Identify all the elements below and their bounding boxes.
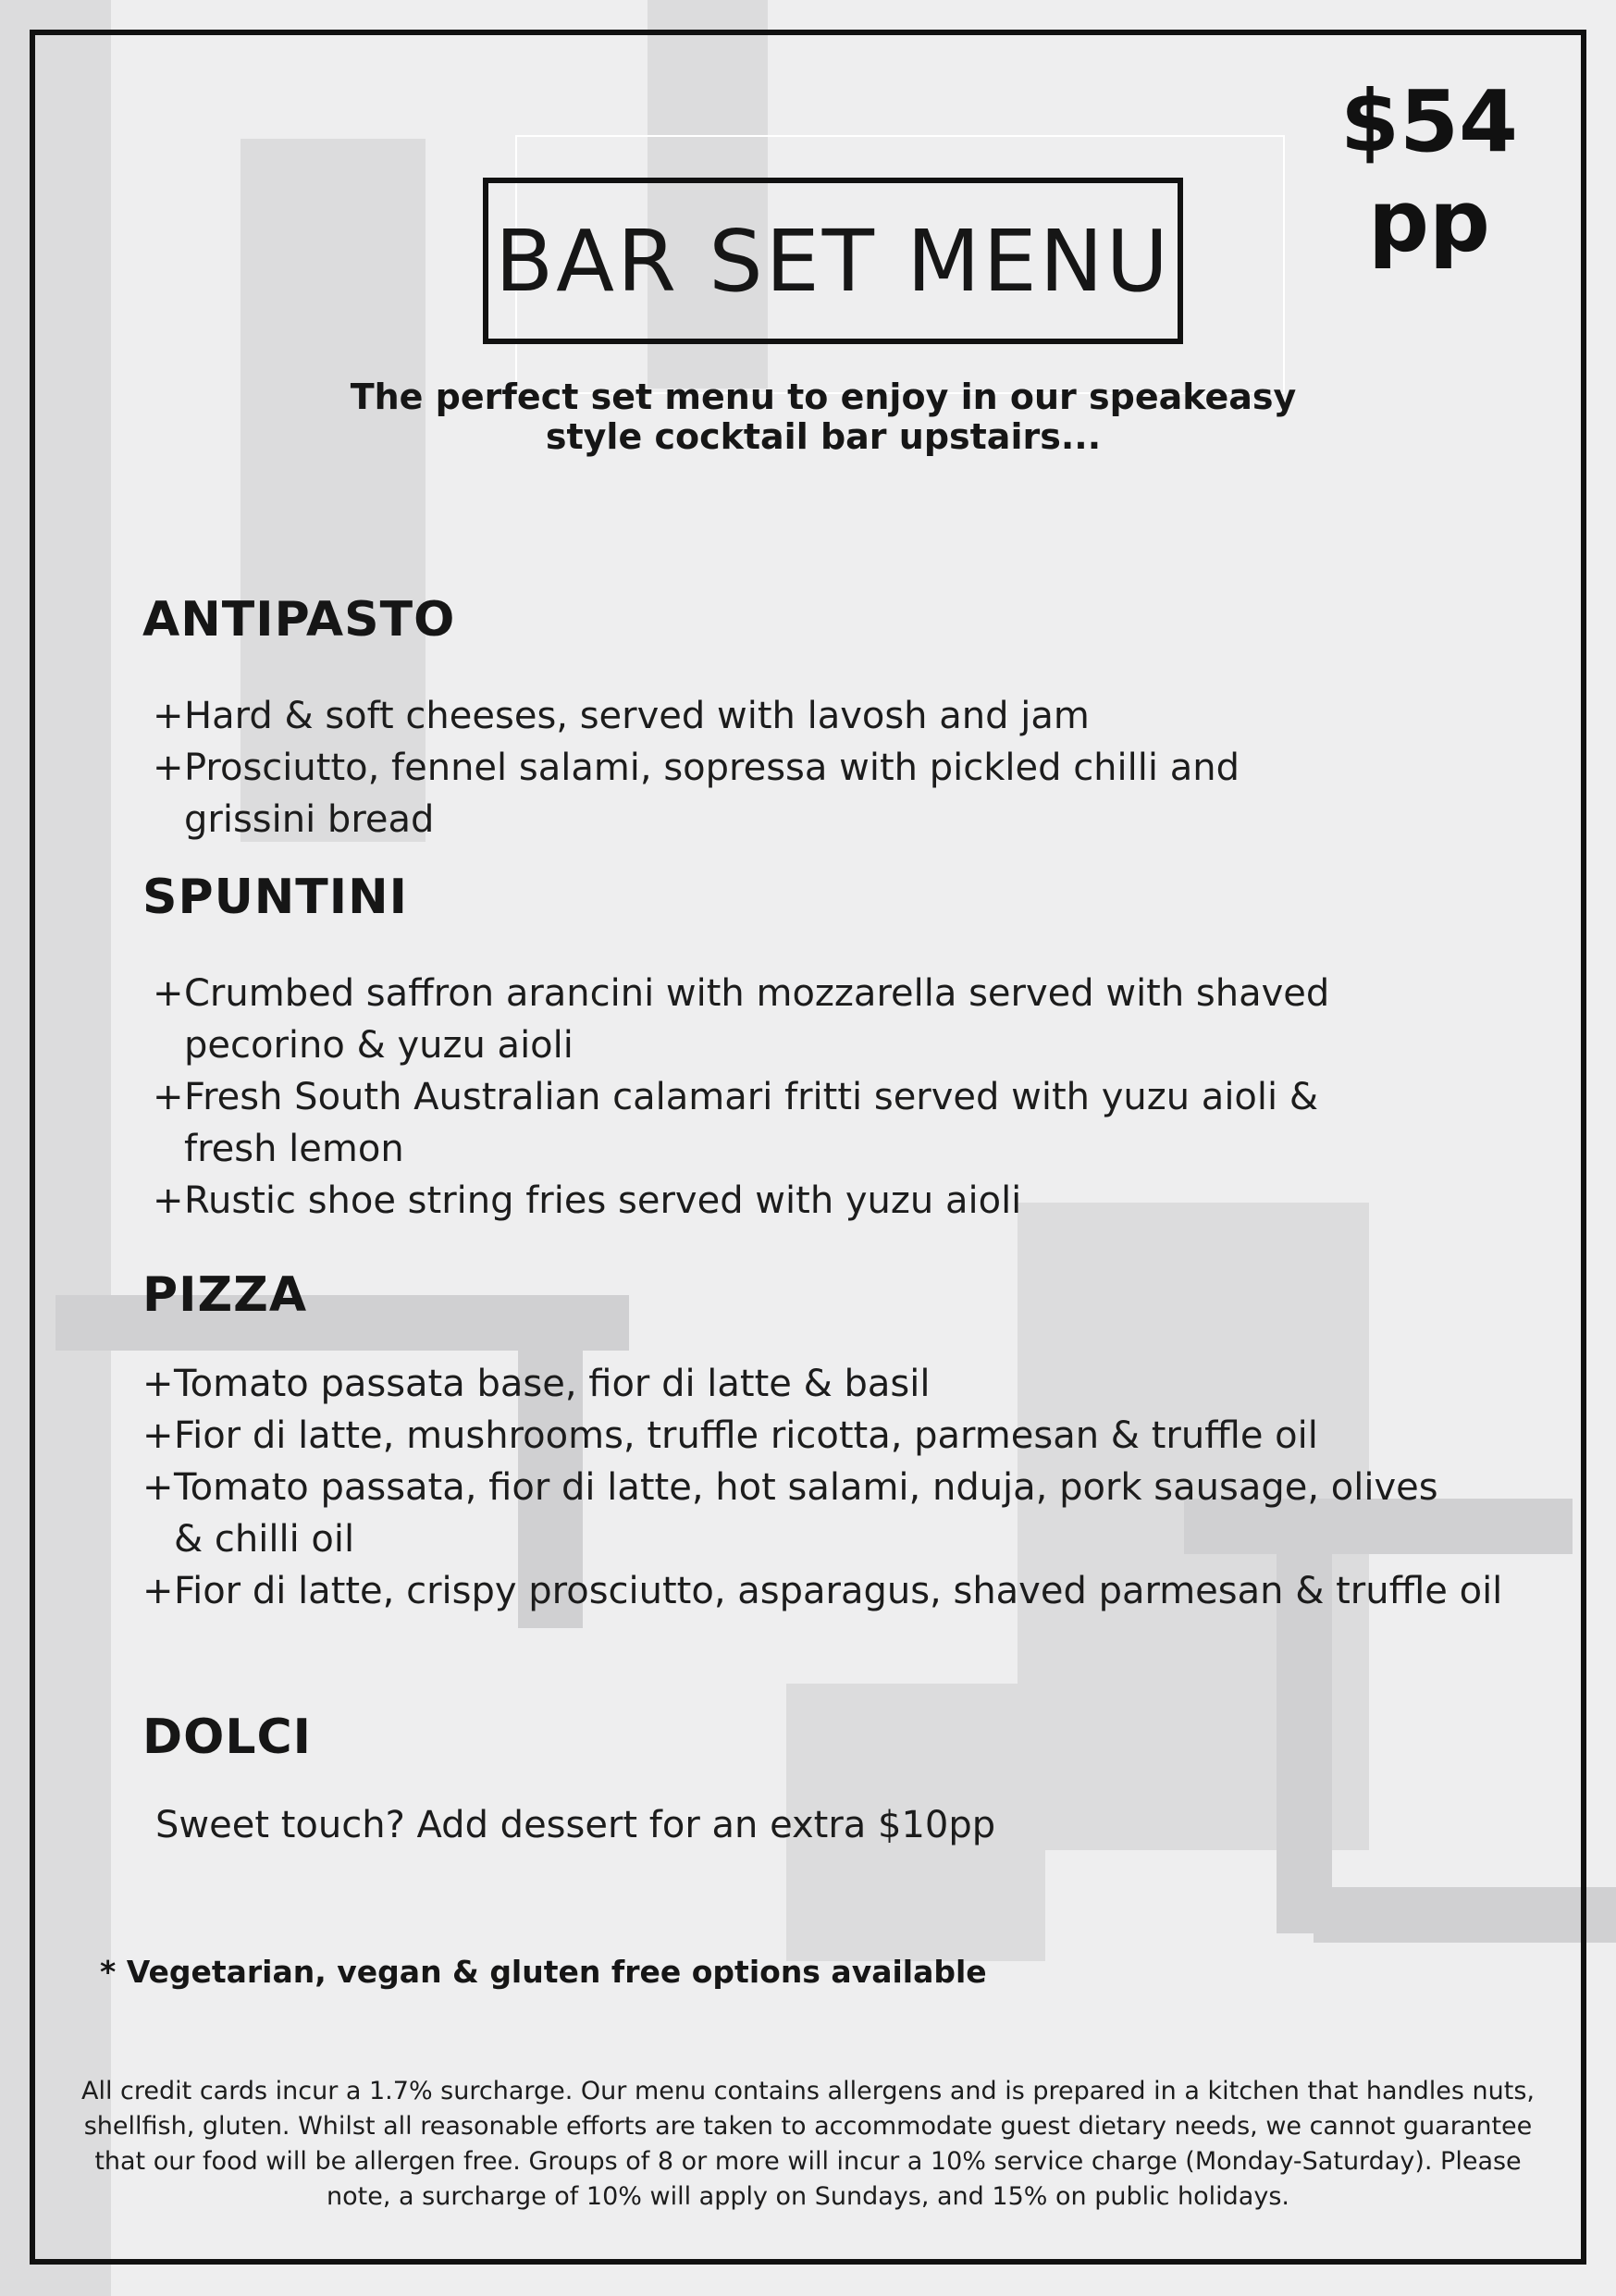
footer-line: note, a surcharge of 10% will apply on Sundays, and 15% on public holidays. [327,2182,1289,2211]
footer-line: shellfish, gluten. Whilst all reasonable efforts are taken to accommodate guest dietary needs, we cannot guarantee [83,2112,1533,2141]
list-item [153,1175,1522,1227]
tagline [278,377,1369,457]
item-text: Crumbed saffron arancini with mozzarella served with shaved pecorino & yuzu aioli [184,972,1330,1067]
spuntini-list [153,968,1522,1227]
bullet-plus: + [142,1414,174,1457]
list-item [153,968,1350,1071]
footer-line: All credit cards incur a 1.7% surcharge. Our menu contains allergens and is prepared in a kitchen that handles nuts, [80,2077,1536,2105]
bullet-plus: + [153,695,184,737]
bullet-plus: + [153,747,184,789]
item-text: Hard & soft cheeses, served with lavosh and jam [184,695,1090,737]
section-heading-antipasto: ANTIPASTO [142,592,456,648]
list-item [142,1410,1511,1462]
list-item [142,1358,1511,1410]
item-text: Prosciutto, fennel salami, sopressa with pickled chilli and grissini bread [184,747,1240,841]
list-item [153,690,1522,742]
section-heading-dolci: DOLCI [142,1710,313,1765]
item-text: Fior di latte, mushrooms, truffle ricotta, parmesan & truffle oil [174,1414,1318,1457]
section-heading-pizza: PIZZA [142,1267,308,1323]
tagline-line-2: style cocktail bar upstairs... [545,416,1102,457]
dietary-note: * Vegetarian, vegan & gluten free options available [100,1954,987,1990]
price [1332,72,1526,272]
footer-disclaimer [74,2074,1542,2215]
item-text: Tomato passata base, fior di latte & basil [174,1363,931,1405]
price-amount: $54 [1339,72,1519,171]
menu-title: BAR SET MENU [495,211,1171,311]
bullet-plus: + [142,1570,174,1612]
item-text: Fior di latte, crispy prosciutto, asparagus, shaved parmesan & truffle oil [174,1570,1503,1612]
footer-line: that our food will be allergen free. Groups of 8 or more will incur a 10% service charge (Monday-Saturday). Please [94,2147,1522,2176]
bullet-plus: + [142,1466,174,1509]
title-box [483,178,1183,344]
list-item [142,1565,1511,1617]
price-unit: pp [1368,172,1490,271]
item-text: Tomato passata, fior di latte, hot salami, nduja, pork sausage, olives & chilli oil [174,1466,1438,1561]
list-item [153,1071,1322,1175]
bullet-plus: + [153,1179,184,1222]
antipasto-list [153,690,1522,846]
item-text: Rustic shoe string fries served with yuzu aioli [184,1179,1022,1222]
bullet-plus: + [142,1363,174,1405]
list-item [153,742,1257,846]
bullet-plus: + [153,1076,184,1118]
dessert-note: Sweet touch? Add dessert for an extra $10pp [155,1804,996,1846]
bullet-plus: + [153,972,184,1015]
list-item [142,1462,1460,1565]
pizza-list [142,1358,1511,1617]
section-heading-spuntini: SPUNTINI [142,870,408,925]
item-text: Fresh South Australian calamari fritti served with yuzu aioli & fresh lemon [184,1076,1319,1170]
tagline-line-1: The perfect set menu to enjoy in our speakeasy [350,376,1297,417]
